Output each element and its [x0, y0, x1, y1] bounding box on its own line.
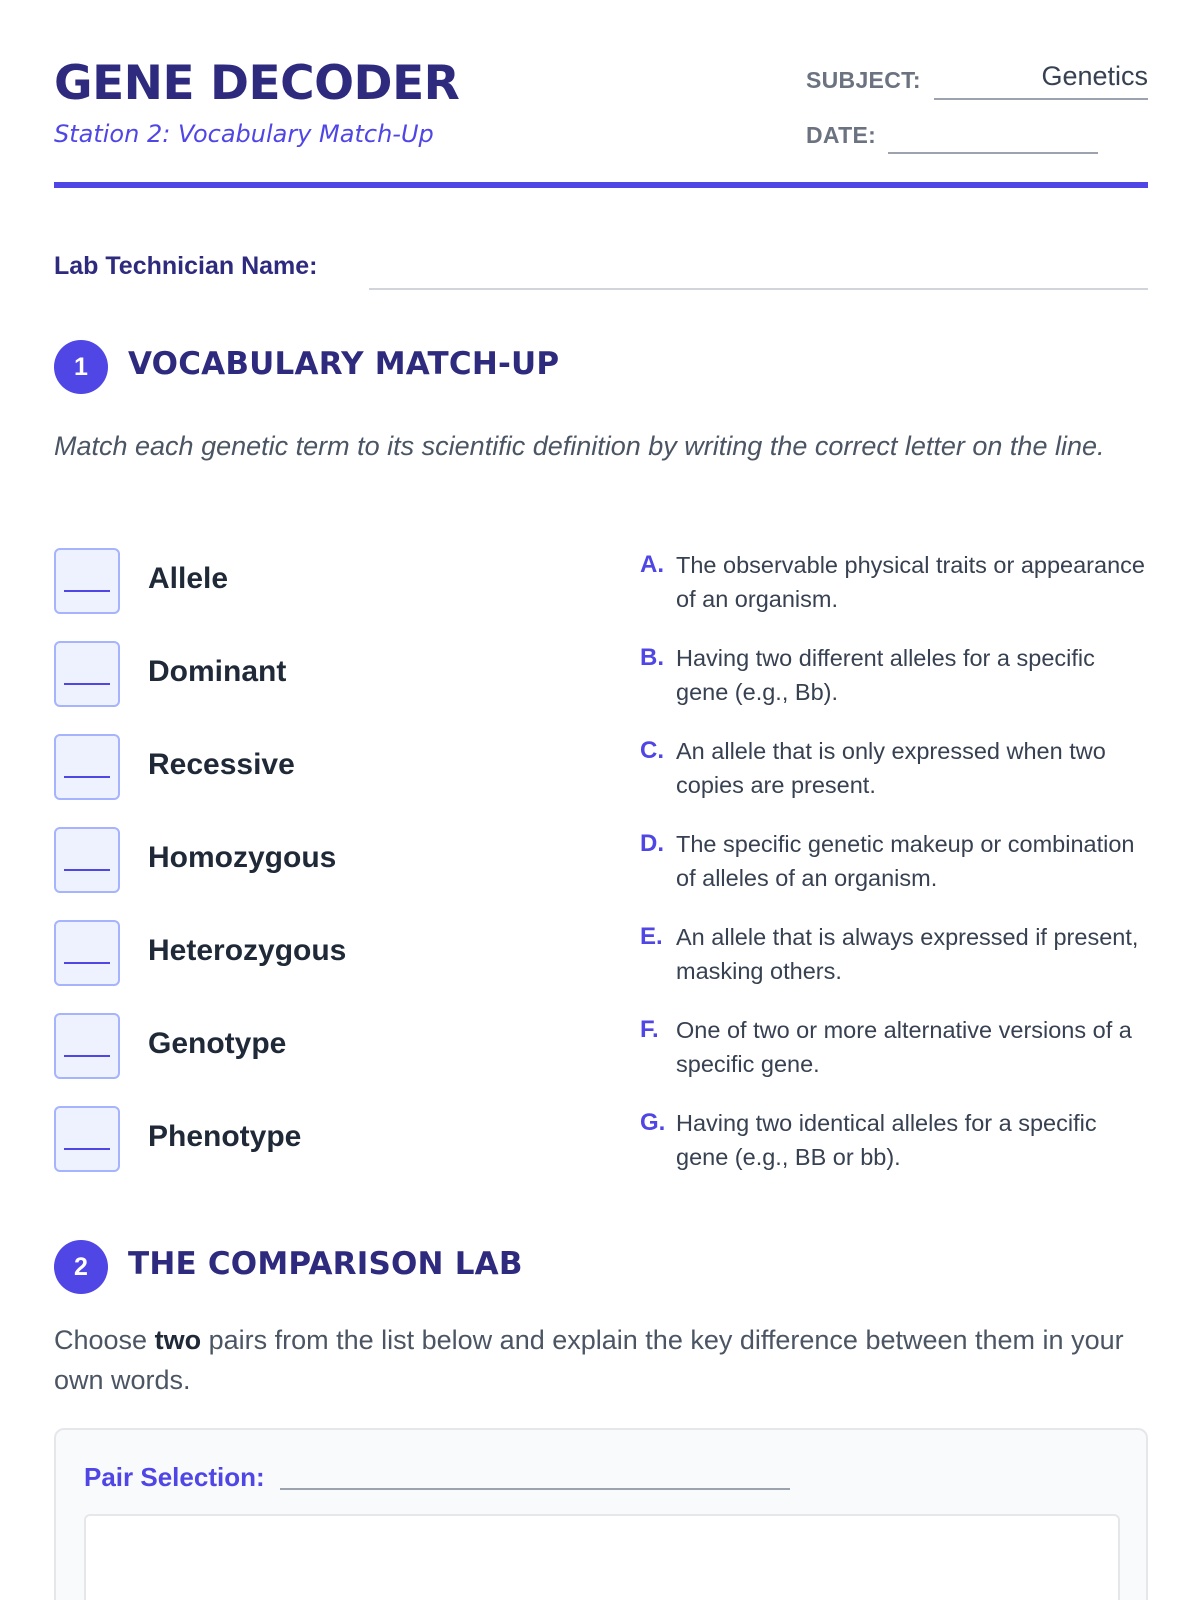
- section-2-title: THE COMPARISON LAB: [128, 1246, 523, 1282]
- subject-label: SUBJECT:: [806, 67, 921, 93]
- answer-box[interactable]: [54, 1013, 120, 1079]
- instructions-text-end: pairs from the list below and explain the key difference between them in your own words.: [54, 1325, 1124, 1395]
- comparison-answer-area[interactable]: [84, 1514, 1120, 1600]
- definition-text: Having two identical alleles for a specific gene (e.g., BB or bb).: [676, 1110, 1097, 1170]
- answer-blank-line: [64, 1148, 110, 1150]
- definition-text: The specific genetic makeup or combination of alleles of an organism.: [676, 831, 1135, 891]
- definition-text: Having two different alleles for a specific gene (e.g., Bb).: [676, 645, 1095, 705]
- definition-letter: D.: [640, 830, 664, 857]
- worksheet-subtitle: Station 2: Vocabulary Match-Up: [54, 120, 434, 148]
- technician-name-label: Lab Technician Name:: [54, 252, 318, 280]
- answer-blank-line: [64, 590, 110, 592]
- section-1-heading: [54, 340, 1148, 394]
- section-1-instructions: Match each genetic term to its scientific definition by writing the correct letter on the line.: [54, 431, 1105, 461]
- date-label: DATE:: [806, 122, 877, 148]
- section-2-instructions: [54, 1320, 1148, 1400]
- term-row: [54, 641, 614, 707]
- definition-text: The observable physical traits or appearance of an organism.: [676, 552, 1145, 612]
- technician-name-row: [54, 250, 1148, 294]
- answer-box[interactable]: [54, 548, 120, 614]
- term-label: Recessive: [148, 748, 295, 781]
- answer-blank-line: [64, 962, 110, 964]
- definition-text: An allele that is only expressed when two copies are present.: [676, 738, 1106, 798]
- answer-box[interactable]: [54, 920, 120, 986]
- pair-selection-field[interactable]: [280, 1488, 790, 1490]
- term-label: Genotype: [148, 1027, 287, 1060]
- definition-text: One of two or more alternative versions of a specific gene.: [676, 1017, 1132, 1077]
- answer-box[interactable]: [54, 641, 120, 707]
- term-label: Homozygous: [148, 841, 337, 874]
- term-label: Heterozygous: [148, 934, 347, 967]
- pair-selection-label: Pair Selection:: [84, 1462, 265, 1492]
- worksheet-title: GENE DECODER: [54, 56, 460, 111]
- answer-box[interactable]: [54, 734, 120, 800]
- instructions-emphasis: two: [154, 1325, 202, 1355]
- term-row: [54, 734, 614, 800]
- definition-letter: B.: [640, 644, 664, 671]
- date-field[interactable]: [888, 122, 1098, 154]
- term-row: [54, 1106, 614, 1172]
- section-2-heading: [54, 1240, 1148, 1294]
- definition-letter: C.: [640, 737, 664, 764]
- definition-letter: G.: [640, 1109, 666, 1136]
- term-row: [54, 1013, 614, 1079]
- answer-blank-line: [64, 683, 110, 685]
- section-1-title: VOCABULARY MATCH-UP: [128, 346, 560, 382]
- instructions-text-start: Choose: [54, 1325, 155, 1355]
- term-row: [54, 827, 614, 893]
- worksheet-header: [54, 52, 1148, 188]
- definition-letter: F.: [640, 1016, 659, 1043]
- answer-box[interactable]: [54, 1106, 120, 1172]
- subject-field[interactable]: Genetics: [934, 60, 1148, 100]
- term-row: [54, 920, 614, 986]
- answer-blank-line: [64, 1055, 110, 1057]
- definition-letter: A.: [640, 551, 664, 578]
- definition-letter: E.: [640, 923, 663, 950]
- term-label: Phenotype: [148, 1120, 302, 1153]
- term-row: [54, 548, 614, 614]
- technician-name-field[interactable]: [369, 288, 1148, 290]
- term-label: Allele: [148, 562, 229, 595]
- section-2-number-badge: 2: [54, 1240, 108, 1294]
- definition-text: An allele that is always expressed if present, masking others.: [676, 924, 1139, 984]
- comparison-lab-panel: [54, 1428, 1148, 1600]
- answer-blank-line: [64, 776, 110, 778]
- answer-blank-line: [64, 869, 110, 871]
- term-label: Dominant: [148, 655, 287, 688]
- section-1-number-badge: 1: [54, 340, 108, 394]
- answer-box[interactable]: [54, 827, 120, 893]
